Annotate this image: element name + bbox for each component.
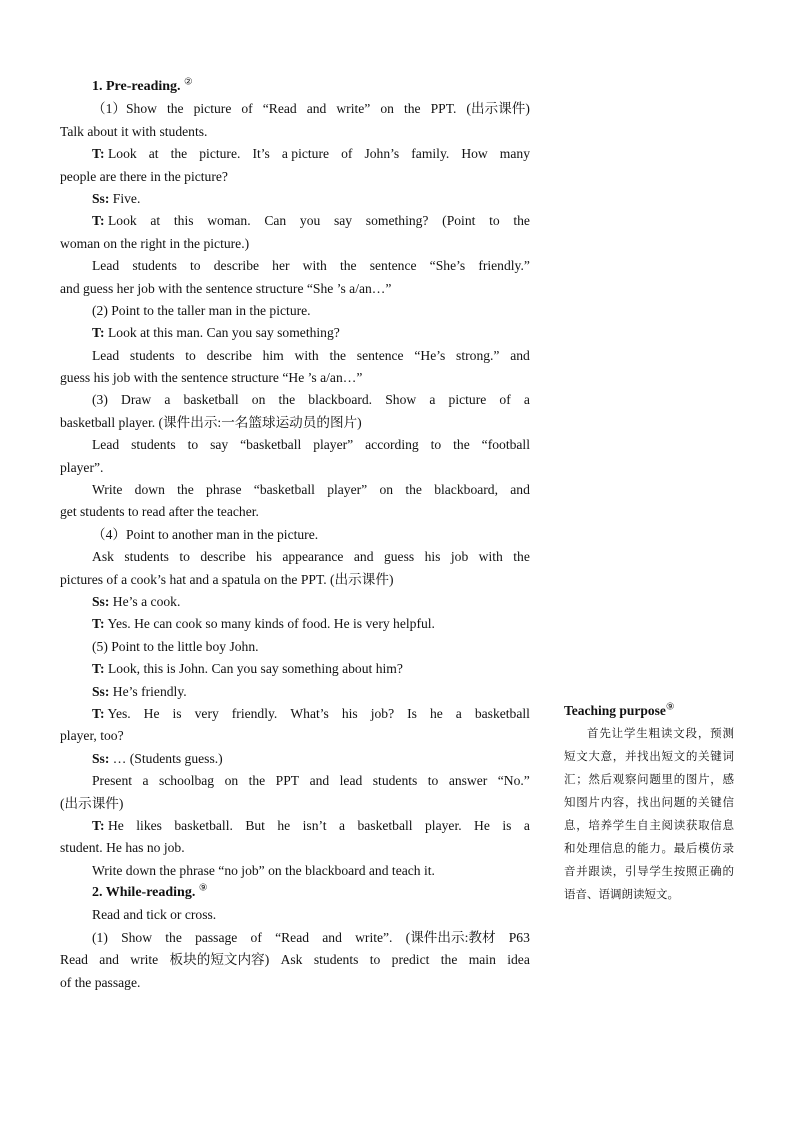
word: Is (407, 705, 417, 721)
word: write”. (355, 929, 393, 945)
para-line: Read and tick or cross. (92, 907, 217, 923)
word: of (250, 929, 262, 945)
word: Present (92, 773, 133, 789)
word: Can (264, 213, 287, 229)
word: the (403, 101, 421, 117)
word: write” (336, 101, 371, 117)
word: with (302, 258, 327, 274)
para-line: people are there in the picture? (60, 168, 228, 184)
word: It’s (252, 146, 270, 162)
word: friendly. (231, 705, 278, 721)
word: with (294, 347, 319, 363)
para-line: （4）Point to another man in the picture. (92, 526, 319, 542)
word: answer (448, 773, 488, 789)
word: strong.” (456, 347, 500, 363)
word: a (164, 392, 171, 408)
word: likes (136, 817, 162, 833)
word: sentence (356, 347, 404, 363)
word: students (129, 347, 175, 363)
word: Show (385, 392, 417, 408)
word: the (513, 549, 530, 565)
word: woman. (207, 213, 251, 229)
teaching-purpose-title: Teaching purpose⑨ (564, 702, 675, 718)
dialog-line: Ss: Five. (92, 190, 141, 206)
word: write (130, 952, 159, 968)
word: He (474, 817, 490, 833)
para-line: of the passage. (60, 974, 141, 990)
word: is (502, 817, 512, 833)
para-line: player, too? (60, 728, 124, 744)
word: passage (195, 929, 238, 945)
word: picture (448, 392, 487, 408)
speaker-label: Ss: (92, 683, 110, 699)
word: friendly.” (478, 258, 530, 274)
word: （1）Show (92, 101, 157, 117)
word: basketball (183, 392, 239, 408)
word: job? (370, 705, 395, 721)
word: Lead (92, 347, 120, 363)
word: player. (425, 817, 462, 833)
word: a picture (281, 146, 330, 162)
word: Read (60, 952, 88, 968)
word: to (179, 549, 190, 565)
word: and (510, 347, 530, 363)
word: describe (200, 549, 246, 565)
speaker-label: T: (92, 661, 105, 677)
word: describe (213, 258, 260, 274)
word: his (424, 549, 441, 565)
word: PPT. (430, 101, 457, 117)
heading-while-reading: 2. While-reading. ⑨ (92, 883, 208, 901)
word: predict (391, 952, 430, 968)
para-line: Write down the phrase “no job” on the blackboard and teach it. (92, 862, 435, 878)
word: a (455, 705, 462, 721)
word: the (453, 437, 470, 453)
word: down (134, 482, 165, 498)
speaker-label: Ss: (92, 593, 110, 609)
dialog-line: T: Look, this is John. Can you say something about him? (92, 661, 403, 677)
para-line (60, 479, 530, 501)
word: 板块的短文内容) (169, 952, 270, 968)
word: (课件出示:教材 (405, 929, 496, 945)
word: basketball. (174, 817, 233, 833)
word: T: Look (92, 213, 137, 229)
word: picture. (199, 146, 241, 162)
word: the (166, 101, 184, 117)
word: the (405, 482, 422, 498)
para-line: woman on the right in the picture.) (60, 235, 250, 251)
word: the (248, 773, 266, 789)
word: isn’t (302, 817, 327, 833)
para-line: (2) Point to the taller man in the picture. (92, 302, 311, 318)
heading-pre-reading: 1. Pre-reading. ② (92, 77, 193, 94)
word: at (150, 213, 161, 229)
word: the (177, 482, 194, 498)
word: the (329, 347, 347, 363)
word: many (499, 146, 530, 162)
word: picture (193, 101, 232, 117)
speaker-label: T: (92, 146, 105, 162)
footnote-marker: ⑨ (665, 702, 675, 713)
word: the (339, 258, 357, 274)
word: But (245, 817, 265, 833)
speaker-label: T: (92, 705, 105, 721)
word: at (148, 146, 159, 162)
word: to (185, 347, 196, 363)
word: basketball (474, 705, 530, 721)
word: on (251, 392, 266, 408)
word: phrase (206, 482, 242, 498)
dialog-line: Ss: He’s friendly. (92, 683, 187, 699)
word: and (510, 482, 530, 498)
word: say (333, 213, 353, 229)
speaker-label: T: (92, 213, 105, 229)
word: students (132, 258, 177, 274)
word: blackboard, (434, 482, 498, 498)
word: students (372, 773, 418, 789)
teaching-purpose-text: 首先让学生粗读文段，预测短文大意，并找出短文的关键词汇；然后观察问题里的图片，感知图片内容，找出问题的关键信息，培养学生自主阅读获取信息和处理信息的能力。最后模仿录音并跟读，引导学生按照正确的语音、语调朗读短文。 (564, 726, 734, 901)
word: a (429, 392, 436, 408)
word: John’s (364, 146, 400, 162)
word: (3) (92, 392, 108, 408)
para-line: Talk about it with students. (60, 123, 208, 139)
word: “football (481, 437, 530, 453)
word: (Point (442, 213, 476, 229)
word: the (165, 929, 182, 945)
word: T: Yes. (92, 705, 131, 721)
word: and (353, 549, 374, 565)
word: this (173, 213, 194, 229)
word: is (172, 705, 182, 721)
word: Write (92, 482, 123, 498)
word: on (380, 101, 394, 117)
speaker-label: Ss: (92, 190, 110, 206)
word: T: Look (92, 146, 137, 162)
word: students (313, 952, 359, 968)
para-line: basketball player. (课件出示:一名篮球运动员的图片) (60, 414, 362, 430)
word: Ask (280, 952, 303, 968)
footnote-marker: ② (184, 77, 193, 88)
word: PPT (275, 773, 300, 789)
para-line (60, 546, 530, 568)
word: “basketball (253, 482, 315, 498)
word: his (341, 705, 358, 721)
word: to (187, 437, 199, 453)
word: “Read (275, 929, 310, 945)
para-line (60, 434, 530, 456)
para-line: (5) Point to the little boy John. (92, 638, 259, 654)
word: Lead (92, 258, 120, 274)
word: T: He (92, 817, 124, 833)
dialog-line: Ss: He’s a cook. (92, 593, 181, 609)
para-line: (出示课件) (60, 795, 124, 811)
word: job (450, 549, 469, 565)
word: say (210, 437, 229, 453)
dialog-line: T: Yes. He can cook so many kinds of food. He is very helpful. (92, 616, 435, 632)
word: basketball (357, 817, 413, 833)
para-line: guess his job with the sentence structure “He ’s a/an…” (60, 370, 363, 386)
dialog-line (60, 815, 530, 837)
word: of (341, 146, 353, 162)
word: the (170, 146, 188, 162)
word: “basketball (240, 437, 302, 453)
word: on (379, 482, 394, 498)
word: a (142, 773, 149, 789)
para-line: get students to read after the teacher. (60, 504, 259, 520)
word: he (277, 817, 291, 833)
word: her (272, 258, 290, 274)
para-line: student. He has no job. (60, 840, 185, 856)
word: students (131, 437, 176, 453)
word: and (309, 773, 330, 789)
word: guess (383, 549, 415, 565)
speaker-label: T: (92, 616, 105, 632)
word: you (299, 213, 321, 229)
para-line (60, 949, 530, 971)
word: his (256, 549, 272, 565)
word: and (306, 101, 327, 117)
word: (1) (92, 929, 108, 945)
word: a (338, 817, 346, 833)
word: very (194, 705, 219, 721)
word: Draw (121, 392, 152, 408)
word: player” (327, 482, 368, 498)
word: and (322, 929, 342, 945)
footnote-marker: ⑨ (198, 883, 208, 894)
dialog-line (60, 703, 530, 725)
word: “No.” (497, 773, 530, 789)
word: idea (507, 952, 530, 968)
word: (出示课件) (466, 101, 530, 117)
word: main (468, 952, 496, 968)
word: with (478, 549, 503, 565)
word: “She’s (429, 258, 466, 274)
word: the (440, 952, 458, 968)
teaching-purpose-note (564, 700, 734, 906)
para-line: player”. (60, 459, 104, 475)
speaker-label: T: (92, 817, 105, 833)
para-line: pictures of a cook’s hat and a spatula on the PPT. (出示课件) (60, 571, 394, 587)
word: according (365, 437, 419, 453)
word: of (241, 101, 253, 117)
word: of (499, 392, 511, 408)
word: Ask (92, 549, 114, 565)
word: lead (339, 773, 363, 789)
para-line (60, 98, 530, 120)
word: to (190, 258, 201, 274)
word: Lead (92, 437, 120, 453)
word: What’s (290, 705, 329, 721)
word: He (143, 705, 160, 721)
word: and (99, 952, 119, 968)
word: to (369, 952, 381, 968)
word: to (430, 437, 442, 453)
word: P63 (508, 929, 530, 945)
word: students (124, 549, 169, 565)
word: the (513, 213, 530, 229)
word: to (489, 213, 500, 229)
word: a (523, 817, 530, 833)
para-line: and guess her job with the sentence structure “She ’s a/an…” (60, 280, 392, 296)
word: “Read (262, 101, 297, 117)
word: sentence (369, 258, 417, 274)
word: blackboard. (308, 392, 373, 408)
word: a (523, 392, 530, 408)
word: the (278, 392, 296, 408)
dialog-line: Ss: … (Students guess.) (92, 750, 223, 766)
word: How (461, 146, 488, 162)
word: appearance (282, 549, 344, 565)
word: Show (121, 929, 153, 945)
dialog-line (60, 143, 530, 165)
word: family. (411, 146, 450, 162)
word: he (429, 705, 443, 721)
word: him (262, 347, 284, 363)
dialog-line (60, 210, 530, 232)
speaker-label: T: (92, 325, 105, 341)
dialog-line: T: Look at this man. Can you say something? (92, 325, 340, 341)
word: describe (206, 347, 252, 363)
word: to (427, 773, 439, 789)
speaker-label: Ss: (92, 750, 110, 766)
para-line (60, 927, 530, 949)
word: “He’s (414, 347, 446, 363)
para-line (60, 389, 530, 411)
word: something? (365, 213, 429, 229)
word: on (224, 773, 239, 789)
word: player” (313, 437, 354, 453)
lesson-plan-body (60, 76, 530, 994)
para-line (60, 345, 530, 367)
para-line (60, 255, 530, 277)
para-line (60, 770, 530, 792)
word: schoolbag (158, 773, 215, 789)
